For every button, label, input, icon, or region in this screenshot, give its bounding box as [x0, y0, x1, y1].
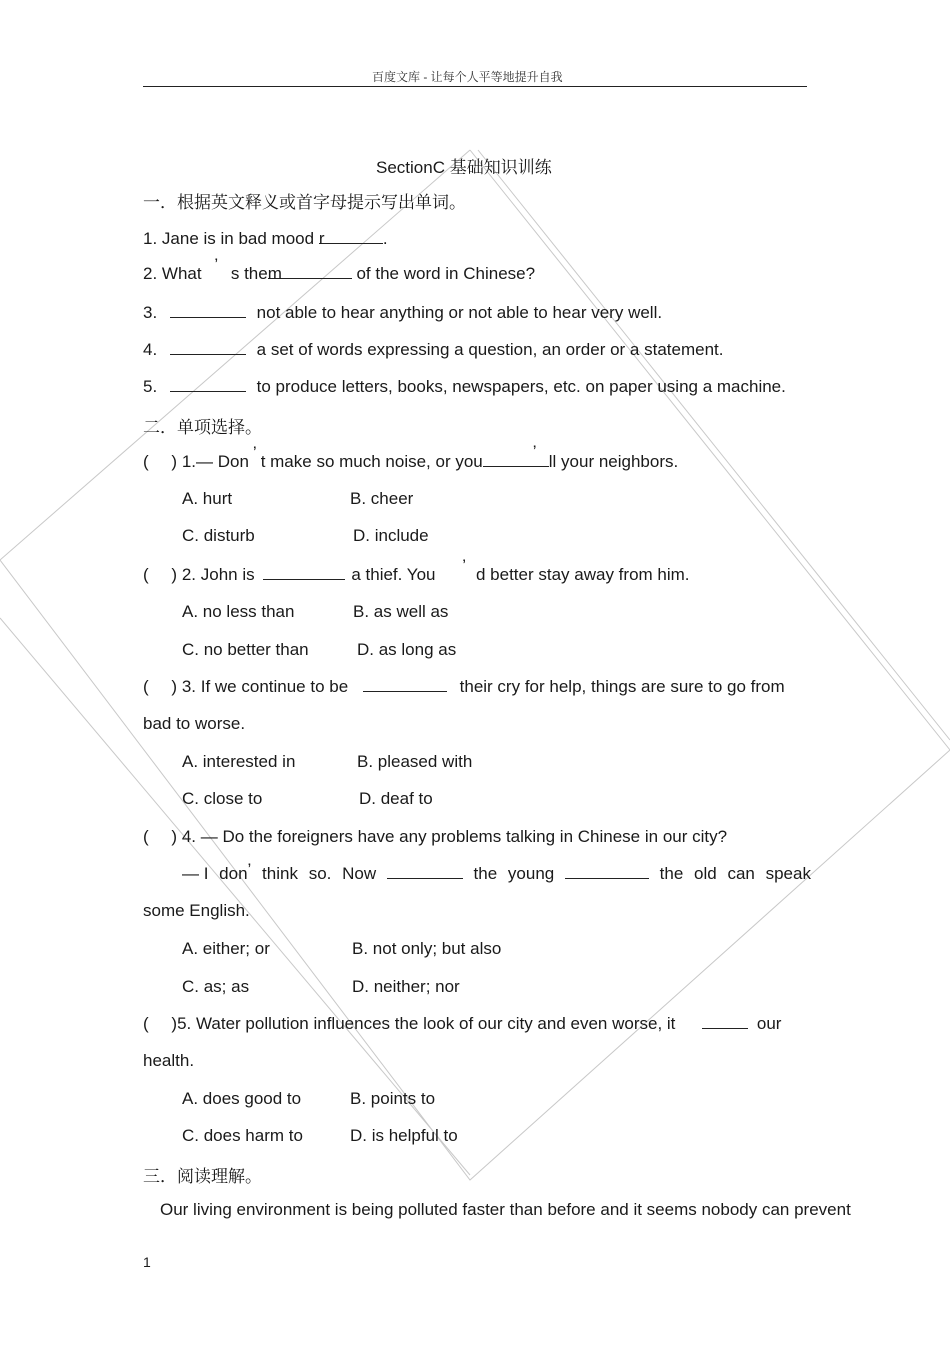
p1-item-2: 2. What ’ s them of the word in Chinese? — [143, 255, 536, 283]
q4-stem: ( ) 4. — Do the foreigners have any problems talking in Chinese in our city? — [143, 827, 728, 846]
q3-option-a[interactable]: A. interested in — [182, 752, 296, 771]
q2-option-c[interactable]: C. no better than — [182, 640, 309, 659]
part3-heading: 三．阅读理解。 — [143, 1167, 262, 1186]
answer-blank[interactable] — [263, 565, 345, 580]
q5-option-a[interactable]: A. does good to — [182, 1089, 302, 1108]
q1-option-b[interactable]: B. cheer — [350, 489, 414, 508]
answer-blank[interactable]: m — [268, 264, 352, 279]
q5-option-b[interactable]: B. points to — [350, 1089, 436, 1108]
reading-paragraph: Our living environment is being polluted faster than before and it seems nobody can prevent — [160, 1200, 851, 1219]
q1-stem: ( ) 1.— Don ’ t make so much noise, or you’ll your neighbors. — [143, 442, 679, 471]
page-header: 百度文库 - 让每个人平等地提升自我 — [372, 70, 563, 84]
q3-stem-cont: bad to worse. — [143, 714, 246, 733]
q4-option-a[interactable]: A. either; or — [182, 939, 270, 958]
q3-option-b[interactable]: B. pleased with — [357, 752, 473, 771]
answer-blank[interactable] — [170, 340, 246, 355]
q5-option-c[interactable]: C. does harm to — [182, 1126, 303, 1145]
q5-option-d[interactable]: D. is helpful to — [350, 1126, 458, 1145]
answer-blank[interactable]: ’ — [483, 452, 549, 467]
q4-response: — I don’ think so. Now the young the old can speak — [182, 860, 811, 883]
q2-option-d[interactable]: D. as long as — [357, 640, 457, 659]
q5-stem: ( )5. Water pollution influences the look of our city and even worse, it our — [143, 1014, 782, 1033]
q2-option-b[interactable]: B. as well as — [353, 602, 449, 621]
q4-option-b[interactable]: B. not only; but also — [352, 939, 502, 958]
part2-heading: 二．单项选择。 — [143, 418, 262, 437]
q1-option-c[interactable]: C. disturb — [182, 526, 255, 545]
q5-stem-cont: health. — [143, 1051, 195, 1070]
answer-blank[interactable] — [702, 1014, 748, 1029]
q4-option-d[interactable]: D. neither; nor — [352, 977, 460, 996]
p1-item-3: 3. not able to hear anything or not able to hear very well. — [143, 303, 663, 322]
q3-option-d[interactable]: D. deaf to — [359, 789, 433, 808]
answer-blank[interactable] — [387, 864, 463, 879]
q3-option-c[interactable]: C. close to — [182, 789, 263, 808]
q1-option-a[interactable]: A. hurt — [182, 489, 233, 508]
q4-option-c[interactable]: C. as; as — [182, 977, 250, 996]
q2-option-a[interactable]: A. no less than — [182, 602, 295, 621]
page-number: 1 — [143, 1254, 151, 1270]
answer-blank[interactable] — [170, 377, 246, 392]
q2-stem: ( ) 2. John is a thief. You ’ d better stay away from him. — [143, 556, 690, 584]
p1-item-1: 1. Jane is in bad mood r . — [143, 229, 388, 248]
answer-blank[interactable]: r — [319, 229, 383, 244]
section-title: SectionC 基础知识训练 — [376, 158, 552, 177]
p1-item-4: 4. a set of words expressing a question, an order or a statement. — [143, 340, 724, 359]
header-rule — [143, 86, 807, 87]
part1-heading: 一．根据英文释义或首字母提示写出单词。 — [143, 193, 466, 212]
answer-blank[interactable] — [363, 677, 447, 692]
q4-response-cont: some English. — [143, 901, 250, 920]
q1-option-d[interactable]: D. include — [353, 526, 429, 545]
answer-blank[interactable] — [170, 303, 246, 318]
answer-blank[interactable] — [565, 864, 649, 879]
q3-stem: ( ) 3. If we continue to be their cry for help, things are sure to go from — [143, 677, 785, 696]
p1-item-5: 5. to produce letters, books, newspapers, etc. on paper using a machine. — [143, 377, 786, 396]
